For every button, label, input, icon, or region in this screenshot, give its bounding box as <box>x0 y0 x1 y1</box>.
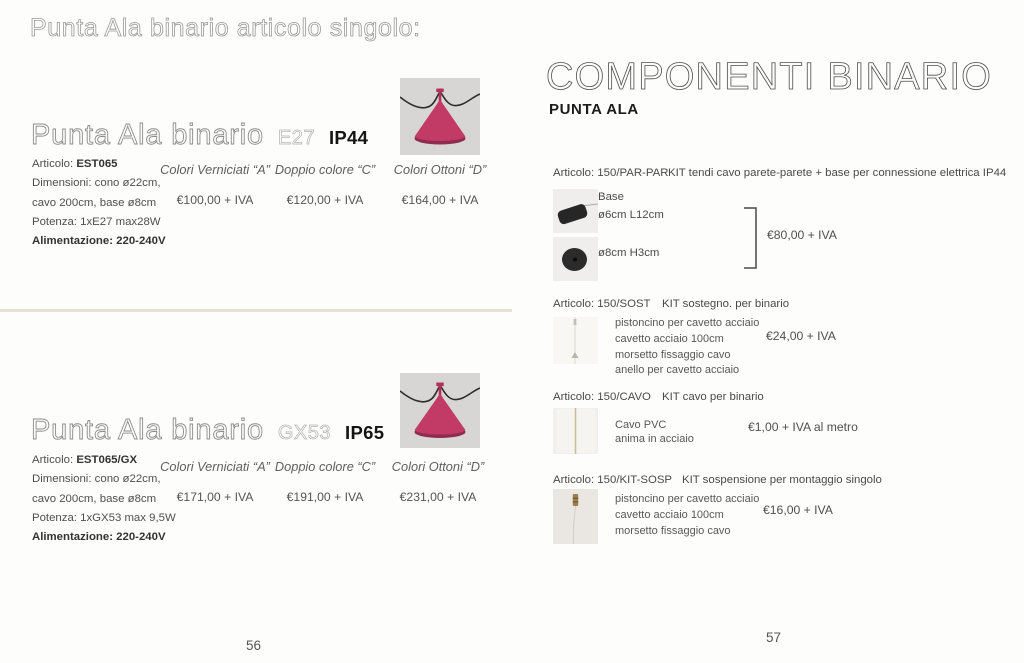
kit-item: pistoncino per cavetto acciaio <box>615 317 760 329</box>
lamp-photo <box>400 373 480 448</box>
article-kit-description: KIT sostegno. per binario <box>662 298 790 310</box>
kit-item: pistoncino per cavetto acciaio <box>615 493 760 505</box>
spec-articolo: Articolo: EST065 <box>32 158 118 170</box>
finish-label: Colori Verniciati “A” <box>160 162 270 177</box>
kit-item: morsetto fissaggio cavo <box>615 525 731 537</box>
spec-dimensions-1: Dimensioni: cono ø22cm, <box>32 473 161 486</box>
finish-label: Colori Ottoni “D” <box>391 459 485 474</box>
price-column <box>368 459 508 504</box>
price: €231,00 + IVA <box>399 490 477 504</box>
spec-dimensions-2: cavo 200cm, base ø8cm <box>32 196 157 209</box>
finish-label: Colori Ottoni “D” <box>393 162 487 177</box>
article-kit-description: KIT cavo per binario <box>662 391 764 403</box>
spec-voltage: Alimentazione: 220-240V <box>32 235 166 248</box>
suspension-kit-photo <box>553 489 598 544</box>
base-cylinder-photo <box>553 189 598 233</box>
finish-label: Doppio colore “C” <box>274 162 376 177</box>
spec-power: Potenza: 1xE27 max28W <box>32 215 161 228</box>
lamp-illustration <box>400 78 480 155</box>
page-number-right: 57 <box>766 630 782 645</box>
price: €100,00 + IVA <box>176 193 254 207</box>
product-1-title <box>31 119 368 152</box>
product-2-title <box>31 414 384 447</box>
article-kit-description: KIT tendi cavo parete-parete + base per connessione elettrica IP44 <box>668 167 1007 179</box>
article-code: Articolo: 150/SOST <box>553 298 651 310</box>
price: €1,00 + IVA al metro <box>748 420 858 434</box>
kit-item: anello per cavetto acciaio <box>615 364 740 376</box>
article-kit-description: KIT sospensione per montaggio singolo <box>682 474 882 486</box>
kit-item: cavetto acciaio 100cm <box>615 509 724 521</box>
components-title: COMPONENTI BINARIO <box>546 56 992 98</box>
base-size-2: ø8cm H3cm <box>598 247 660 259</box>
ip-rating-badge: IP65 <box>345 422 385 443</box>
spec-power: Potenza: 1xGX53 max 9,5W <box>32 511 176 524</box>
lamp-type-label: E27 <box>277 127 315 149</box>
kit-item: Cavo PVC <box>615 419 667 431</box>
finish-label: Colori Verniciati “A” <box>160 459 270 474</box>
lamp-illustration <box>400 373 480 448</box>
price: €24,00 + IVA <box>766 329 836 343</box>
base-label: Base <box>598 191 624 203</box>
article-code: Articolo: 150/KIT-SOSP <box>553 474 673 486</box>
article-kit-sosp <box>553 474 1018 549</box>
lamp-photo <box>400 78 480 155</box>
components-subtitle: PUNTA ALA <box>549 101 639 118</box>
spec-voltage: Alimentazione: 220-240V <box>32 531 166 544</box>
lamp-type-label: GX53 <box>277 422 332 444</box>
steel-cable-photo <box>553 317 598 364</box>
kit-item: cavetto acciaio 100cm <box>615 333 724 345</box>
price: €120,00 + IVA <box>286 193 364 207</box>
article-sost <box>553 298 1018 378</box>
price: €191,00 + IVA <box>286 490 364 504</box>
price: €164,00 + IVA <box>401 193 479 207</box>
kit-item: morsetto fissaggio cavo <box>615 349 731 361</box>
price: €80,00 + IVA <box>767 228 837 242</box>
product-name: Punta Ala binario <box>31 119 264 151</box>
article-cavo <box>553 391 1018 456</box>
ip-rating-badge: IP44 <box>328 127 369 148</box>
article-code: Articolo: 150/PAR-PAR <box>553 167 669 179</box>
finish-label: Doppio colore “C” <box>274 459 376 474</box>
article-par-par <box>553 167 1018 292</box>
base-disc-photo <box>553 237 598 281</box>
spec-dimensions-1: Dimensioni: cono ø22cm, <box>32 177 161 190</box>
pvc-cable-photo <box>553 408 598 454</box>
page-title: Punta Ala binario articolo singolo: <box>30 14 421 42</box>
page-number-left: 56 <box>246 638 262 653</box>
price: €171,00 + IVA <box>176 490 254 504</box>
spec-dimensions-2: cavo 200cm, base ø8cm <box>32 492 157 505</box>
page-divider <box>0 309 512 312</box>
finish-label <box>370 162 510 207</box>
spec-articolo: Articolo: EST065/GX <box>32 454 138 466</box>
article-code: Articolo: 150/CAVO <box>553 391 651 403</box>
price-bracket <box>744 207 758 269</box>
base-size-1: ø6cm L12cm <box>598 209 664 221</box>
product-name: Punta Ala binario <box>31 414 264 446</box>
price: €16,00 + IVA <box>763 503 833 517</box>
kit-item: anima in acciaio <box>615 433 694 445</box>
